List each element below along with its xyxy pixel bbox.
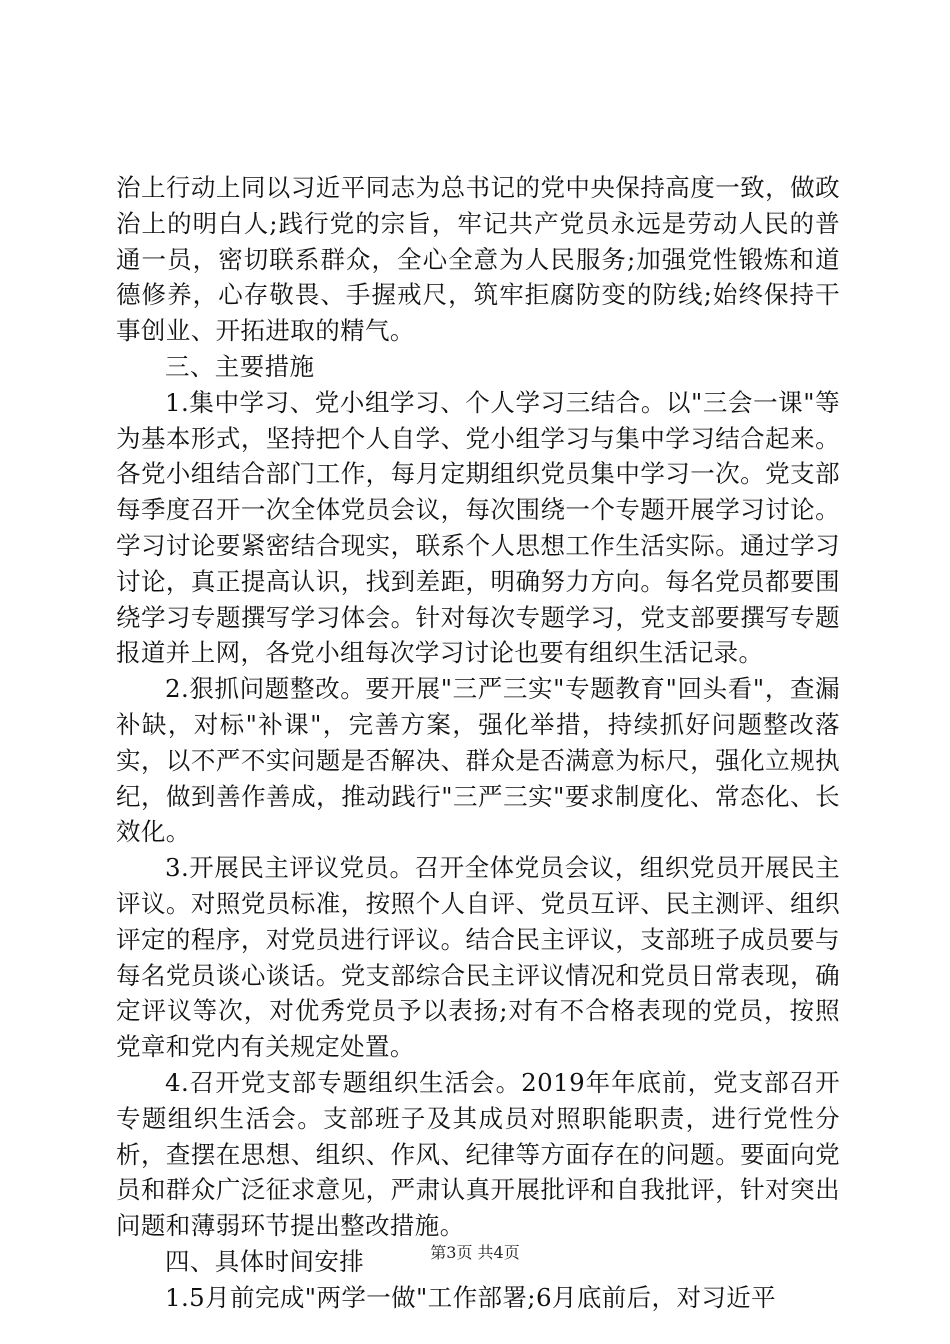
paragraph-measure-3: 3.开展民主评议党员。召开全体党员会议，组织党员开展民主评议。对照党员标准，按照个人自评、党员互评、民主测评、组织评定的程序，对党员进行评议。结合民主评议，支部班子成员要与每名党员谈心谈话。党支部综合民主评议情况和党员日常表现，确定评议等次，对优秀党员予以表扬;对有不合格表现的党员，按照党章和党内有关规定处置。 (116, 853, 840, 1062)
paragraph-continued: 治上行动上同以习近平同志为总书记的党中央保持高度一致，做政治上的明白人;践行党的宗旨，牢记共产党员永远是劳动人民的普通一员，密切联系群众，全心全意为人民服务;加强党性锻炼和道德修养，心存敬畏、手握戒尺，筑牢拒腐防变的防线;始终保持干事创业、开拓进取的精气。 (116, 173, 840, 346)
paragraph-measure-1: 1.集中学习、党小组学习、个人学习三结合。以"三会一课"等为基本形式，坚持把个人自学、党小组学习与集中学习结合起来。各党小组结合部门工作，每月定期组织党员集中学习一次。党支部每季度召开一次全体党员会议，每次围绕一个专题开展学习讨论。学习讨论要紧密结合现实，联系个人思想工作生活实际。通过学习讨论，真正提高认识，找到差距，明确努力方向。每名党员都要围绕学习专题撰写学习体会。针对每次专题学习，党支部要撰写专题报道并上网，各党小组每次学习讨论也要有组织生活记录。 (116, 387, 840, 668)
page-number-footer: 第3页 共4页 (430, 1243, 520, 1262)
document-body (116, 170, 840, 1316)
paragraph-measure-2: 2.狠抓问题整改。要开展"三严三实"专题教育"回头看"，查漏补缺，对标"补课"，完善方案，强化举措，持续抓好问题整改落实，以不严不实问题是否解决、群众是否满意为标尺，强化立规执纪，做到善作善成，推动践行"三严三实"要求制度化、常态化、长效化。 (116, 674, 840, 847)
section-heading-main-measures: 三、主要措施 (165, 351, 315, 381)
paragraph-measure-4: 4.召开党支部专题组织生活会。2019年年底前，党支部召开专题组织生活会。支部班子及其成员对照职能职责，进行党性分析，查摆在思想、组织、作风、纪律等方面存在的问题。要面向党员和群众广泛征求意见，严肃认真开展批评和自我批评，针对突出问题和薄弱环节提出整改措施。 (116, 1067, 840, 1241)
section-heading-schedule: 四、具体时间安排 (165, 1246, 365, 1276)
paragraph-schedule-1: 1.5月前完成"两学一做"工作部署;6月底前后，对习近平 (165, 1282, 777, 1312)
